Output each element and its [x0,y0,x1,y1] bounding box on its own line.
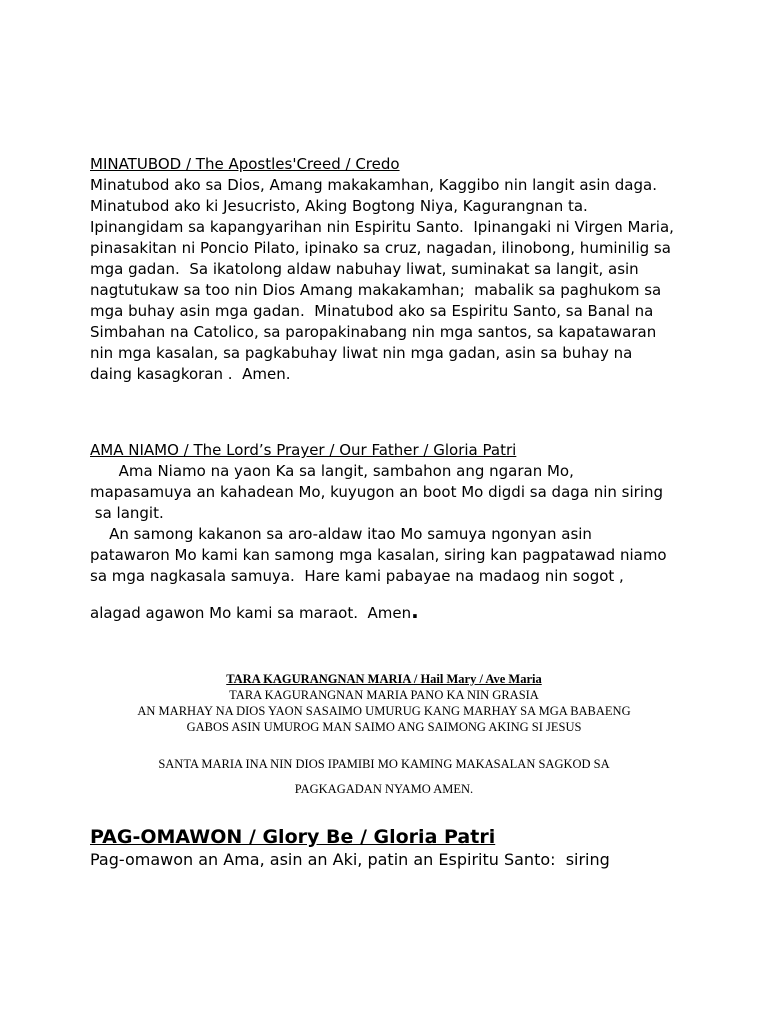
creed-line: nagtutukaw sa too nin Dios Amang makakamhan; mabalik sa paghukom sa [90,281,662,299]
hail-mary-line: TARA KAGURANGNAN MARIA PANO KA NIN GRASIA [229,688,539,702]
prayer-last-line [90,601,690,624]
hail-mary-line: GABOS ASIN UMUROG MAN SAIMO ANG SAIMONG AKING SI JESUS [186,720,582,734]
lords-prayer-section [90,440,690,624]
creed-line: nin mga kasalan, sa pagkabuhay liwat nin mga gadan, asin sa buhay na [90,344,633,362]
creed-section [90,154,690,385]
prayer-line: sa mga nagkasala samuya. Hare kami pabayae na madaog nin sogot , [90,567,624,585]
prayer-line: Ama Niamo na yaon Ka sa langit, sambahon ang ngaran Mo, [90,462,574,480]
hail-mary-line: AN MARHAY NA DIOS YAON SASAIMO UMURUG KANG MARHAY SA MGA BABAENG [137,704,631,718]
creed-line: mga buhay asin mga gadan. Minatubod ako sa Espiritu Santo, sa Banal na [90,302,654,320]
creed-line: Minatubod ako ki Jesucristo, Aking Bogtong Niya, Kagurangnan ta. [90,197,588,215]
prayer-line: An samong kakanon sa aro-aldaw itao Mo samuya ngonyan asin [90,525,592,543]
prayer-end-mark: . [411,599,419,623]
hail-mary-line: SANTA MARIA INA NIN DIOS IPAMIBI MO KAMING MAKASALAN SAGKOD SA [158,757,610,771]
creed-line: Simbahan na Catolico, sa paropakinabang nin mga santos, sa kapatawaran [90,323,657,341]
creed-heading: MINATUBOD / The Apostles'Creed / Credo [90,155,400,173]
creed-line: pinasakitan ni Poncio Pilato, ipinako sa cruz, nagadan, ilinobong, huminilig sa [90,239,671,257]
creed-line: mga gadan. Sa ikatolong aldaw nabuhay liwat, suminakat sa langit, asin [90,260,639,278]
glory-be-heading: PAG-OMAWON / Glory Be / Gloria Patri [90,826,496,848]
hail-mary-line: PAGKAGADAN NYAMO AMEN. [294,782,474,796]
lords-prayer-heading: AMA NIAMO / The Lord’s Prayer / Our Father / Gloria Patri [90,441,517,459]
prayer-line: mapasamuya an kahadean Mo, kuyugon an boot Mo digdi sa daga nin siring [90,483,664,501]
prayer-line: sa langit. [90,504,164,522]
prayer-line: patawaron Mo kami kan samong mga kasalan, siring kan pagpatawad niamo [90,546,667,564]
prayer-last-text: alagad agawon Mo kami sa maraot. Amen [90,604,412,622]
creed-line: Ipinangidam sa kapangyarihan nin Espiritu Santo. Ipinangaki ni Virgen Maria, [90,218,674,236]
creed-line: Minatubod ako sa Dios, Amang makakamhan, Kaggibo nin langit asin daga. [90,176,657,194]
hail-mary-section [0,671,768,802]
hail-mary-heading: TARA KAGURANGNAN MARIA / Hail Mary / Ave Maria [226,672,542,686]
glory-be-line: Pag-omawon an Ama, asin an Aki, patin an Espiritu Santo: siring [90,850,610,869]
glory-be-section [90,825,730,871]
creed-line: daing kasagkoran . Amen. [90,365,291,383]
